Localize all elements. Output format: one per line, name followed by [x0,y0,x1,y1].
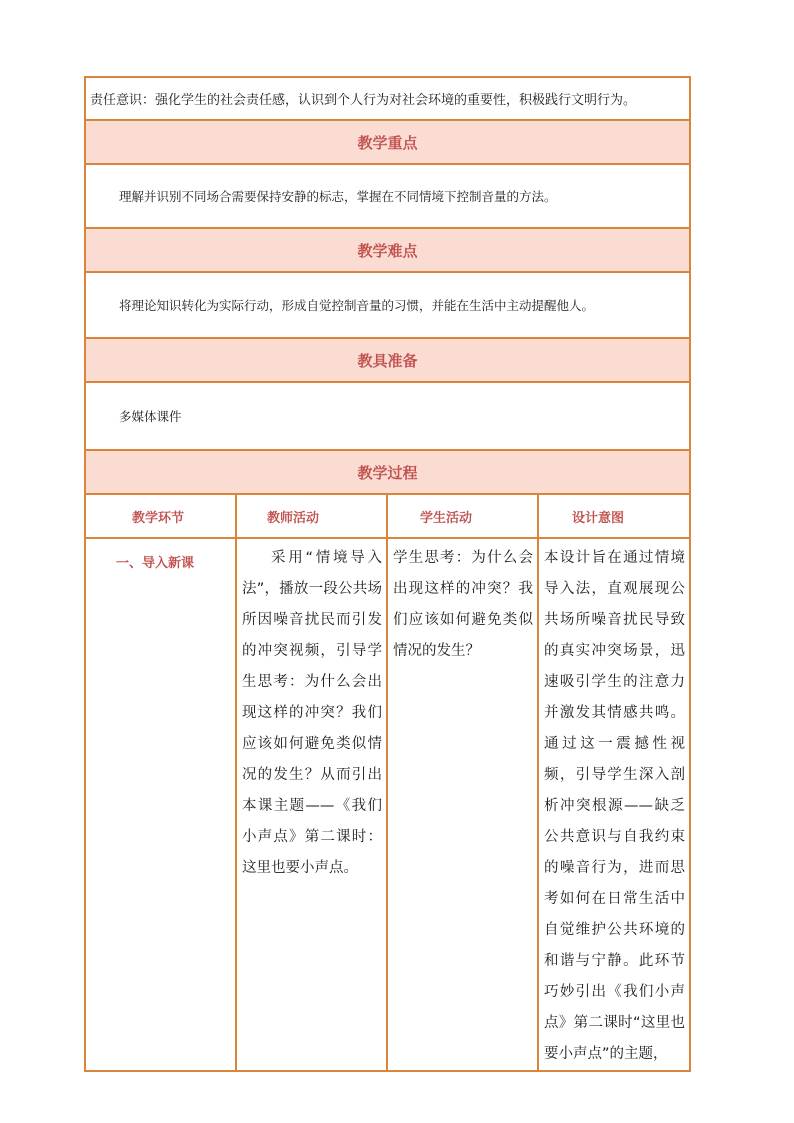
materials-content: 多媒体课件 [85,382,690,450]
lesson-plan-table [84,76,689,1072]
column-header-teacher: 教师活动 [236,494,387,538]
difficulties-heading: 教学难点 [85,228,690,272]
process-heading: 教学过程 [85,450,690,494]
key-points-heading: 教学重点 [85,120,690,164]
table-row [85,538,690,1071]
column-header-intent: 设计意图 [538,494,690,538]
column-header-step: 教学环节 [85,494,236,538]
responsibility-objective: 责任意识：强化学生的社会责任感，认识到个人行为对社会环境的重要性，积极践行文明行为。 [85,77,690,120]
column-header-student: 学生活动 [387,494,538,538]
key-points-content: 理解并识别不同场合需要保持安静的标志，掌握在不同情境下控制音量的方法。 [85,164,690,228]
teacher-activity-cell: 采用“情境导入法”，播放一段公共场所因噪音扰民而引发的冲突视频，引导学生思考：为什么会出现这样的冲突？我们应该如何避免类似情况的发生？从而引出本课主题——《我们小声点》第二课时：这里也要小声点。 [236,538,387,1071]
step-cell: 一、导入新课 [85,538,236,1071]
difficulties-content: 将理论知识转化为实际行动，形成自觉控制音量的习惯，并能在生活中主动提醒他人。 [85,272,690,338]
student-activity-cell: 学生思考：为什么会出现这样的冲突？我们应该如何避免类似情况的发生？ [387,538,538,1071]
materials-heading: 教具准备 [85,338,690,382]
design-intent-cell: 本设计旨在通过情境导入法，直观展现公共场所噪音扰民导致的真实冲突场景，迅速吸引学生的注意力并激发其情感共鸣。通过这一震撼性视频，引导学生深入剖析冲突根源——缺乏公共意识与自我约束的噪音行为，进而思考如何在日常生活中自觉维护公共环境的和谐与宁静。此环节巧妙引出《我们小声点》第二课时“这里也要小声点”的主题， [538,538,690,1071]
